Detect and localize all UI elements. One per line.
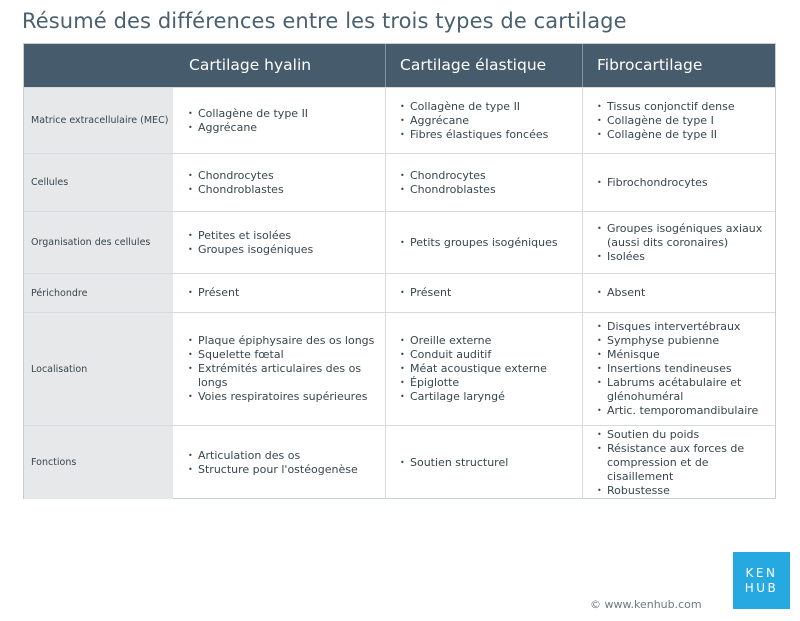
header-fibrocartilage: Fibrocartilage [597,56,703,74]
bullet-list [186,286,383,300]
list-item: • Articulation des os [186,449,383,463]
list-item: • Méat acoustique externe [398,362,580,376]
table-cell [173,88,385,153]
list-item: • Extrémités articulaires des os longs [186,362,383,390]
list-item: • Squelette fœtal [186,348,383,362]
list-item: • Tissus conjonctif dense [595,100,773,114]
table-cell [385,154,582,211]
list-item: • Structure pour l'ostéogenèse [186,463,383,477]
table-row [24,87,775,153]
list-item: • Résistance aux forces de compression et de cisaillement [595,442,773,484]
table-cell [173,313,385,425]
table-cell [385,313,582,425]
list-item: • Chondrocytes [398,169,580,183]
table-row [24,211,775,273]
page-title: Résumé des différences entre les trois types de cartilage [22,9,627,33]
row-label: Matrice extracellulaire (MEC) [24,88,173,153]
row-label: Organisation des cellules [24,212,173,273]
bullet-list [186,449,383,477]
bullet-list [186,334,383,404]
row-label: Cellules [24,154,173,211]
kenhub-logo [733,552,790,609]
list-item: • Fibres élastiques foncées [398,128,580,142]
list-item: • Cartilage laryngé [398,390,580,404]
list-item: • Groupes isogéniques axiaux (aussi dits coronaires) [595,222,773,250]
logo-text-bottom: HUB [744,580,779,595]
table-cell [582,274,775,312]
row-label: Périchondre [24,274,173,312]
list-item: • Soutien structurel [398,456,580,470]
bullet-list [398,236,580,250]
list-item: • Épiglotte [398,376,580,390]
list-item: • Collagène de type II [398,100,580,114]
list-item: • Petites et isolées [186,229,383,243]
list-item: • Symphyse pubienne [595,334,773,348]
list-item: • Plaque épiphysaire des os longs [186,334,383,348]
list-item: • Soutien du poids [595,428,773,442]
list-item: • Présent [186,286,383,300]
list-item: • Fibrochondrocytes [595,176,773,190]
list-item: • Isolées [595,250,773,264]
list-item: • Oreille externe [398,334,580,348]
bullet-list [595,428,773,498]
table-cell [173,274,385,312]
list-item: • Chondroblastes [398,183,580,197]
list-item: • Collagène de type II [595,128,773,142]
list-item: • Aggrécane [186,121,383,135]
table-cell [173,426,385,499]
bullet-list [595,320,773,418]
bullet-list [595,222,773,264]
list-item: • Aggrécane [398,114,580,128]
row-label: Localisation [24,313,173,425]
table-cell [385,88,582,153]
bullet-list [398,169,580,197]
bullet-list [186,169,383,197]
list-item: • Groupes isogéniques [186,243,383,257]
bullet-list [398,456,580,470]
bullet-list [186,107,383,135]
list-item: • Voies respiratoires supérieures [186,390,383,404]
table-row [24,425,775,499]
header-divider [582,44,583,87]
list-item: • Présent [398,286,580,300]
list-item: • Collagène de type II [186,107,383,121]
list-item: • Labrums acétabulaire et glénohuméral [595,376,773,404]
header-cartilage-hyalin: Cartilage hyalin [189,56,312,74]
table-cell [582,313,775,425]
table-row [24,312,775,425]
table-row [24,153,775,211]
header-divider [385,44,386,87]
bullet-list [186,229,383,257]
logo-text-top: KEN [745,565,778,580]
list-item: • Artic. temporomandibulaire [595,404,773,418]
row-label: Fonctions [24,426,173,499]
table-cell [173,212,385,273]
list-item: • Disques intervertébraux [595,320,773,334]
table-cell [582,426,775,499]
comparison-table [23,43,776,499]
bullet-list [398,100,580,142]
bullet-list [595,176,773,190]
list-item: • Chondroblastes [186,183,383,197]
table-cell [385,274,582,312]
bullet-list [398,334,580,404]
copyright-text: © www.kenhub.com [590,598,702,611]
list-item: • Collagène de type I [595,114,773,128]
table-cell [173,154,385,211]
table-cell [582,154,775,211]
table-cell [582,212,775,273]
table-cell [385,426,582,499]
list-item: • Robustesse [595,484,773,498]
header-cartilage-elastique: Cartilage élastique [400,56,547,74]
bullet-list [398,286,580,300]
list-item: • Chondrocytes [186,169,383,183]
list-item: • Insertions tendineuses [595,362,773,376]
table-header [24,44,775,87]
list-item: • Absent [595,286,773,300]
table-cell [582,88,775,153]
table-row [24,273,775,312]
table-cell [385,212,582,273]
bullet-list [595,286,773,300]
bullet-list [595,100,773,142]
list-item: • Conduit auditif [398,348,580,362]
list-item: • Ménisque [595,348,773,362]
list-item: • Petits groupes isogéniques [398,236,580,250]
